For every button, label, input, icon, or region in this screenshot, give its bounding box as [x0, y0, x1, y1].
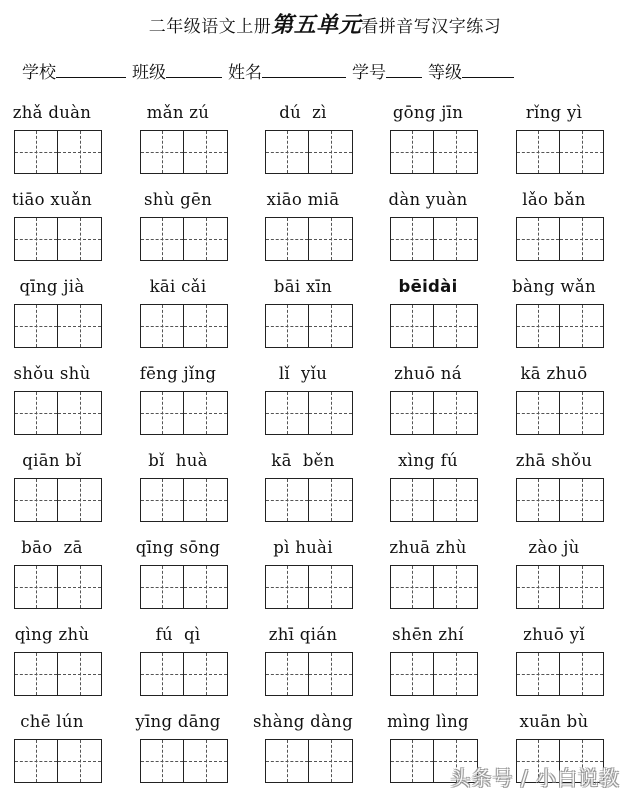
- pinyin-item: [378, 183, 478, 261]
- tianzige-box[interactable]: [309, 391, 353, 435]
- pinyin-item: [128, 96, 228, 174]
- pinyin-text: zhǎ duàn: [12, 103, 92, 122]
- tianzige-box[interactable]: [560, 565, 604, 609]
- tianzige-box[interactable]: [390, 304, 434, 348]
- tianzige-box[interactable]: [516, 391, 560, 435]
- tianzige-box[interactable]: [184, 217, 228, 261]
- pinyin-item: [2, 531, 102, 609]
- tianzige-box[interactable]: [560, 217, 604, 261]
- tianzige-box[interactable]: [309, 217, 353, 261]
- info-field: [132, 58, 222, 83]
- character-boxes: [14, 652, 102, 696]
- character-boxes: [14, 739, 102, 783]
- worksheet-row: [0, 618, 640, 705]
- pinyin-text: tiāo xuǎn: [11, 190, 93, 209]
- title-prefix: 二年级语文上册: [148, 17, 272, 37]
- pinyin-text: qiān bǐ: [22, 451, 82, 470]
- pinyin-item: [253, 618, 353, 696]
- pinyin-text: zhuō ná: [394, 364, 462, 383]
- tianzige-box[interactable]: [14, 565, 58, 609]
- character-boxes: [265, 391, 353, 435]
- tianzige-box[interactable]: [390, 478, 434, 522]
- tianzige-box[interactable]: [140, 478, 184, 522]
- pinyin-text: zhuō yǐ: [523, 625, 585, 644]
- title-unit: 第五单元: [271, 12, 362, 38]
- pinyin-text: mǎn zú: [146, 103, 210, 122]
- worksheet-title: [0, 8, 640, 39]
- character-boxes: [516, 565, 604, 609]
- tianzige-box[interactable]: [140, 739, 184, 783]
- pinyin-text: xuān bù: [519, 712, 589, 731]
- tianzige-box[interactable]: [140, 652, 184, 696]
- info-label: 等级: [428, 63, 462, 83]
- pinyin-item: [378, 618, 478, 696]
- info-field: [22, 58, 126, 83]
- tianzige-box[interactable]: [309, 652, 353, 696]
- tianzige-box[interactable]: [140, 391, 184, 435]
- pinyin-item: [253, 183, 353, 261]
- info-field: [228, 58, 346, 83]
- pinyin-item: [378, 96, 478, 174]
- character-boxes: [390, 130, 478, 174]
- tianzige-box[interactable]: [560, 478, 604, 522]
- tianzige-box[interactable]: [390, 130, 434, 174]
- tianzige-box[interactable]: [516, 130, 560, 174]
- pinyin-text: chē lún: [20, 712, 84, 731]
- character-boxes: [140, 565, 228, 609]
- info-field: [352, 58, 422, 83]
- tianzige-box[interactable]: [58, 652, 102, 696]
- pinyin-item: [2, 183, 102, 261]
- character-boxes: [140, 739, 228, 783]
- tianzige-box[interactable]: [14, 304, 58, 348]
- tianzige-box[interactable]: [560, 652, 604, 696]
- tianzige-box[interactable]: [184, 739, 228, 783]
- tianzige-box[interactable]: [58, 391, 102, 435]
- character-boxes: [265, 739, 353, 783]
- tianzige-box[interactable]: [140, 565, 184, 609]
- character-boxes: [390, 565, 478, 609]
- pinyin-text: xiāo miā: [266, 190, 340, 209]
- tianzige-box[interactable]: [309, 739, 353, 783]
- tianzige-box[interactable]: [140, 217, 184, 261]
- tianzige-box[interactable]: [184, 565, 228, 609]
- character-boxes: [14, 217, 102, 261]
- tianzige-box[interactable]: [309, 478, 353, 522]
- worksheet-row: [0, 357, 640, 444]
- info-label: 学号: [352, 63, 386, 83]
- pinyin-text: pì huài: [273, 538, 333, 557]
- character-boxes: [140, 478, 228, 522]
- pinyin-text: kā zhuō: [520, 364, 588, 383]
- pinyin-text: shēn zhí: [392, 625, 464, 644]
- pinyin-item: [2, 705, 102, 783]
- pinyin-item: [253, 357, 353, 435]
- pinyin-text: dú zì: [279, 103, 327, 122]
- info-blank-line[interactable]: [262, 63, 346, 78]
- pinyin-text: bǐ huà: [148, 451, 208, 470]
- tianzige-box[interactable]: [265, 739, 309, 783]
- tianzige-box[interactable]: [58, 217, 102, 261]
- pinyin-text: xìng fú: [398, 451, 458, 470]
- pinyin-text: shǒu shù: [13, 364, 91, 383]
- tianzige-box[interactable]: [184, 391, 228, 435]
- tianzige-box[interactable]: [265, 130, 309, 174]
- tianzige-box[interactable]: [265, 217, 309, 261]
- pinyin-text: qīng jià: [19, 277, 85, 296]
- character-boxes: [14, 130, 102, 174]
- pinyin-item: [128, 618, 228, 696]
- pinyin-item: [504, 96, 604, 174]
- tianzige-box[interactable]: [58, 739, 102, 783]
- character-boxes: [516, 391, 604, 435]
- tianzige-box[interactable]: [265, 304, 309, 348]
- tianzige-box[interactable]: [265, 391, 309, 435]
- tianzige-box[interactable]: [58, 565, 102, 609]
- pinyin-item: [2, 444, 102, 522]
- pinyin-text: shù gēn: [143, 190, 213, 209]
- tianzige-box[interactable]: [434, 652, 478, 696]
- pinyin-item: [253, 96, 353, 174]
- character-boxes: [265, 652, 353, 696]
- pinyin-item: [504, 531, 604, 609]
- tianzige-box[interactable]: [434, 304, 478, 348]
- tianzige-box[interactable]: [14, 478, 58, 522]
- pinyin-text: kā běn: [271, 451, 335, 470]
- tianzige-box[interactable]: [390, 391, 434, 435]
- character-boxes: [390, 304, 478, 348]
- pinyin-item: [504, 183, 604, 261]
- tianzige-box[interactable]: [390, 565, 434, 609]
- pinyin-item: [504, 270, 604, 348]
- info-label: 姓名: [228, 63, 262, 83]
- pinyin-text: lǐ yǐu: [278, 364, 328, 383]
- worksheet-row: [0, 96, 640, 183]
- tianzige-box[interactable]: [516, 478, 560, 522]
- character-boxes: [390, 652, 478, 696]
- pinyin-text: dàn yuàn: [388, 190, 468, 209]
- pinyin-item: [2, 96, 102, 174]
- pinyin-text: lǎo bǎn: [522, 190, 586, 209]
- pinyin-text: gōng jīn: [392, 103, 464, 122]
- student-info-row: [22, 58, 622, 83]
- tianzige-box[interactable]: [184, 478, 228, 522]
- info-blank-line[interactable]: [386, 63, 422, 78]
- pinyin-text: mìng lìng: [387, 712, 469, 731]
- tianzige-box[interactable]: [265, 478, 309, 522]
- tianzige-box[interactable]: [58, 130, 102, 174]
- pinyin-text: kāi cǎi: [149, 277, 207, 296]
- character-boxes: [390, 391, 478, 435]
- worksheet-row: [0, 183, 640, 270]
- pinyin-item: [378, 444, 478, 522]
- pinyin-item: [253, 705, 353, 783]
- character-boxes: [14, 565, 102, 609]
- pinyin-item: [253, 531, 353, 609]
- tianzige-box[interactable]: [184, 304, 228, 348]
- tianzige-box[interactable]: [516, 565, 560, 609]
- pinyin-text: shàng dàng: [253, 712, 353, 731]
- tianzige-box[interactable]: [265, 652, 309, 696]
- character-boxes: [265, 478, 353, 522]
- pinyin-item: [128, 357, 228, 435]
- tianzige-box[interactable]: [14, 739, 58, 783]
- character-boxes: [140, 652, 228, 696]
- pinyin-text: fēng jǐng: [139, 364, 217, 383]
- info-blank-line[interactable]: [56, 63, 126, 78]
- worksheet-row: [0, 444, 640, 531]
- pinyin-item: [378, 531, 478, 609]
- character-boxes: [516, 130, 604, 174]
- tianzige-box[interactable]: [58, 304, 102, 348]
- tianzige-box[interactable]: [434, 565, 478, 609]
- tianzige-box[interactable]: [184, 130, 228, 174]
- tianzige-box[interactable]: [390, 739, 434, 783]
- character-boxes: [14, 304, 102, 348]
- pinyin-item: [128, 444, 228, 522]
- tianzige-box[interactable]: [516, 217, 560, 261]
- character-boxes: [390, 217, 478, 261]
- worksheet-row: [0, 270, 640, 357]
- pinyin-item: [253, 270, 353, 348]
- tianzige-box[interactable]: [58, 478, 102, 522]
- pinyin-text: zhī qián: [268, 625, 338, 644]
- tianzige-box[interactable]: [14, 130, 58, 174]
- pinyin-item: [378, 270, 478, 348]
- pinyin-text: bàng wǎn: [512, 277, 596, 296]
- character-boxes: [265, 217, 353, 261]
- character-boxes: [516, 304, 604, 348]
- character-boxes: [14, 478, 102, 522]
- pinyin-text: rǐng yì: [525, 103, 583, 122]
- character-boxes: [140, 130, 228, 174]
- tianzige-box[interactable]: [184, 652, 228, 696]
- pinyin-item: [128, 705, 228, 783]
- info-field: [428, 58, 514, 83]
- tianzige-box[interactable]: [390, 217, 434, 261]
- info-blank-line[interactable]: [166, 63, 222, 78]
- info-blank-line[interactable]: [462, 63, 514, 78]
- worksheet-row: [0, 531, 640, 618]
- pinyin-text: fú qì: [155, 625, 201, 644]
- character-boxes: [265, 304, 353, 348]
- info-label: 班级: [132, 63, 166, 83]
- character-boxes: [516, 478, 604, 522]
- tianzige-box[interactable]: [434, 217, 478, 261]
- tianzige-box[interactable]: [560, 304, 604, 348]
- character-boxes: [265, 565, 353, 609]
- tianzige-box[interactable]: [516, 652, 560, 696]
- pinyin-item: [2, 618, 102, 696]
- pinyin-item: [253, 444, 353, 522]
- tianzige-box[interactable]: [14, 217, 58, 261]
- pinyin-text: zào jù: [528, 538, 580, 557]
- tianzige-box[interactable]: [434, 478, 478, 522]
- tianzige-box[interactable]: [14, 652, 58, 696]
- pinyin-text: zhuā zhù: [389, 538, 467, 557]
- info-label: 学校: [22, 63, 56, 83]
- pinyin-item: [378, 357, 478, 435]
- tianzige-box[interactable]: [560, 130, 604, 174]
- tianzige-box[interactable]: [309, 565, 353, 609]
- tianzige-box[interactable]: [265, 565, 309, 609]
- pinyin-text: bāo zā: [21, 538, 83, 557]
- pinyin-text: bēidài: [398, 277, 458, 296]
- pinyin-item: [128, 270, 228, 348]
- character-boxes: [516, 652, 604, 696]
- pinyin-item: [2, 270, 102, 348]
- character-boxes: [516, 217, 604, 261]
- pinyin-item: [128, 183, 228, 261]
- pinyin-item: [2, 357, 102, 435]
- tianzige-box[interactable]: [390, 652, 434, 696]
- character-boxes: [140, 391, 228, 435]
- watermark: 头条号 / 小白说教: [450, 766, 620, 790]
- pinyin-text: qīng sōng: [135, 538, 221, 557]
- tianzige-box[interactable]: [434, 130, 478, 174]
- tianzige-box[interactable]: [516, 304, 560, 348]
- pinyin-item: [504, 618, 604, 696]
- tianzige-box[interactable]: [140, 130, 184, 174]
- pinyin-grid: [0, 96, 640, 792]
- tianzige-box[interactable]: [309, 130, 353, 174]
- character-boxes: [265, 130, 353, 174]
- tianzige-box[interactable]: [140, 304, 184, 348]
- pinyin-item: [504, 444, 604, 522]
- tianzige-box[interactable]: [309, 304, 353, 348]
- pinyin-text: bāi xīn: [273, 277, 333, 296]
- tianzige-box[interactable]: [14, 391, 58, 435]
- character-boxes: [140, 217, 228, 261]
- title-suffix: 看拼音写汉字练习: [361, 17, 502, 37]
- character-boxes: [390, 478, 478, 522]
- pinyin-text: zhā shǒu: [515, 451, 593, 470]
- tianzige-box[interactable]: [560, 391, 604, 435]
- pinyin-text: yīng dāng: [135, 712, 221, 731]
- character-boxes: [14, 391, 102, 435]
- character-boxes: [140, 304, 228, 348]
- pinyin-item: [128, 531, 228, 609]
- pinyin-item: [504, 357, 604, 435]
- tianzige-box[interactable]: [434, 391, 478, 435]
- pinyin-text: qìng zhù: [14, 625, 90, 644]
